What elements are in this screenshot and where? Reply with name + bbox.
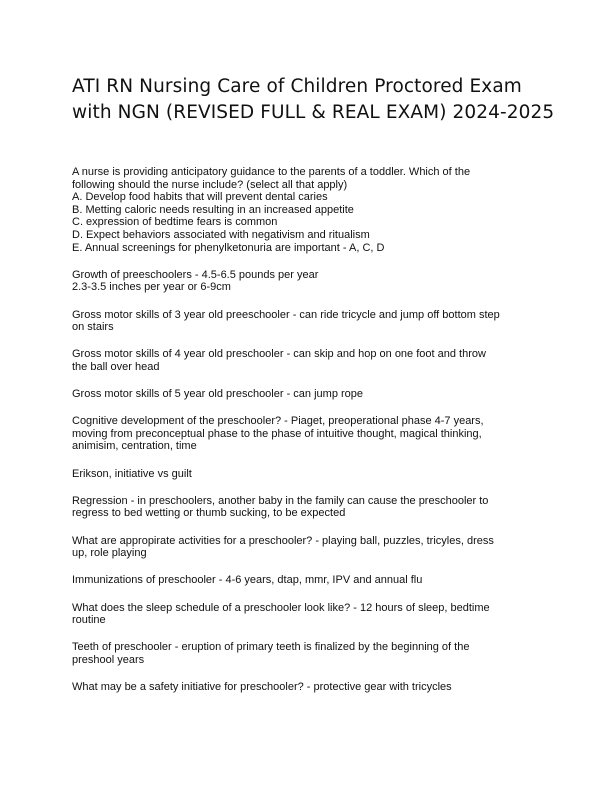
paragraph-line: What does the sleep schedule of a preschooler look like? - 12 hours of sleep, bedtime xyxy=(72,601,490,614)
paragraph-line: What may be a safety initiative for preschooler? - protective gear with tricycles xyxy=(72,681,452,694)
paragraph xyxy=(72,574,544,587)
paragraph-line: A. Develop food habits that will prevent dental caries xyxy=(72,191,328,204)
paragraph xyxy=(72,309,544,334)
paragraph-line: 2.3-3.5 inches per year or 6-9cm xyxy=(72,281,231,294)
paragraph-line: D. Expect behaviors associated with negativism and ritualism xyxy=(72,228,370,241)
paragraph-line: Cognitive development of the preschooler? - Piaget, preoperational phase 4-7 years, xyxy=(72,415,484,428)
paragraph-line: Gross motor skills of 4 year old preschooler - can skip and hop on one foot and throw xyxy=(72,348,486,361)
paragraph-line: Erikson, initiative vs guilt xyxy=(72,467,192,480)
paragraph-line: up, role playing xyxy=(72,547,147,560)
paragraph-line: Growth of preeschoolers - 4.5-6.5 pounds per year xyxy=(72,268,319,281)
paragraph-line: preshool years xyxy=(72,653,145,666)
paragraph-line: B. Metting caloric needs resulting in an increased appetite xyxy=(72,203,354,216)
paragraph xyxy=(72,535,544,560)
paragraph xyxy=(72,388,544,401)
title-line-2: with NGN (REVISED FULL & REAL EXAM) 2024-2025 xyxy=(72,102,555,123)
paragraph-line: Gross motor skills of 5 year old preschooler - can jump rope xyxy=(72,388,364,401)
paragraph xyxy=(72,415,544,453)
paragraph-line: E. Annual screenings for phenylketonuria are important - A, C, D xyxy=(72,241,385,254)
title-line-1: ATI RN Nursing Care of Children Proctored Exam xyxy=(72,76,522,97)
paragraph xyxy=(72,348,544,373)
paragraph-line: A nurse is providing anticipatory guidance to the parents of a toddler. Which of the xyxy=(72,166,471,178)
document-body xyxy=(72,166,544,708)
paragraph-line: animisim, centration, time xyxy=(72,440,197,453)
paragraph-line: Regression - in preschoolers, another baby in the family can cause the preschooler to xyxy=(72,494,489,507)
paragraph xyxy=(72,468,544,481)
paragraph-line: moving from preconceptual phase to the phase of intuitive thought, magical thinking, xyxy=(72,427,482,440)
paragraph-line: C. expression of bedtime fears is common xyxy=(72,216,278,229)
document-title xyxy=(72,74,555,126)
paragraph xyxy=(72,602,544,627)
paragraph-line: What are appropirate activities for a preschooler? - playing ball, puzzles, tricyles, dress xyxy=(72,534,494,547)
paragraph xyxy=(72,269,544,294)
paragraph xyxy=(72,166,544,254)
paragraph-line: on stairs xyxy=(72,321,114,334)
paragraph-line: routine xyxy=(72,614,106,627)
paragraph xyxy=(72,681,544,694)
paragraph-line: following should the nurse include? (select all that apply) xyxy=(72,178,348,191)
paragraph-line: Immunizations of preschooler - 4-6 years, dtap, mmr, IPV and annual flu xyxy=(72,574,423,587)
paragraph-line: the ball over head xyxy=(72,360,160,373)
paragraph-line: regress to bed wetting or thumb sucking, to be expected xyxy=(72,507,346,520)
paragraph-line: Teeth of preschooler - eruption of primary teeth is finalized by the beginning of the xyxy=(72,641,470,654)
paragraph xyxy=(72,641,544,666)
paragraph-line: Gross motor skills of 3 year old preeschooler - can ride tricycle and jump off bottom step xyxy=(72,308,500,321)
paragraph xyxy=(72,495,544,520)
